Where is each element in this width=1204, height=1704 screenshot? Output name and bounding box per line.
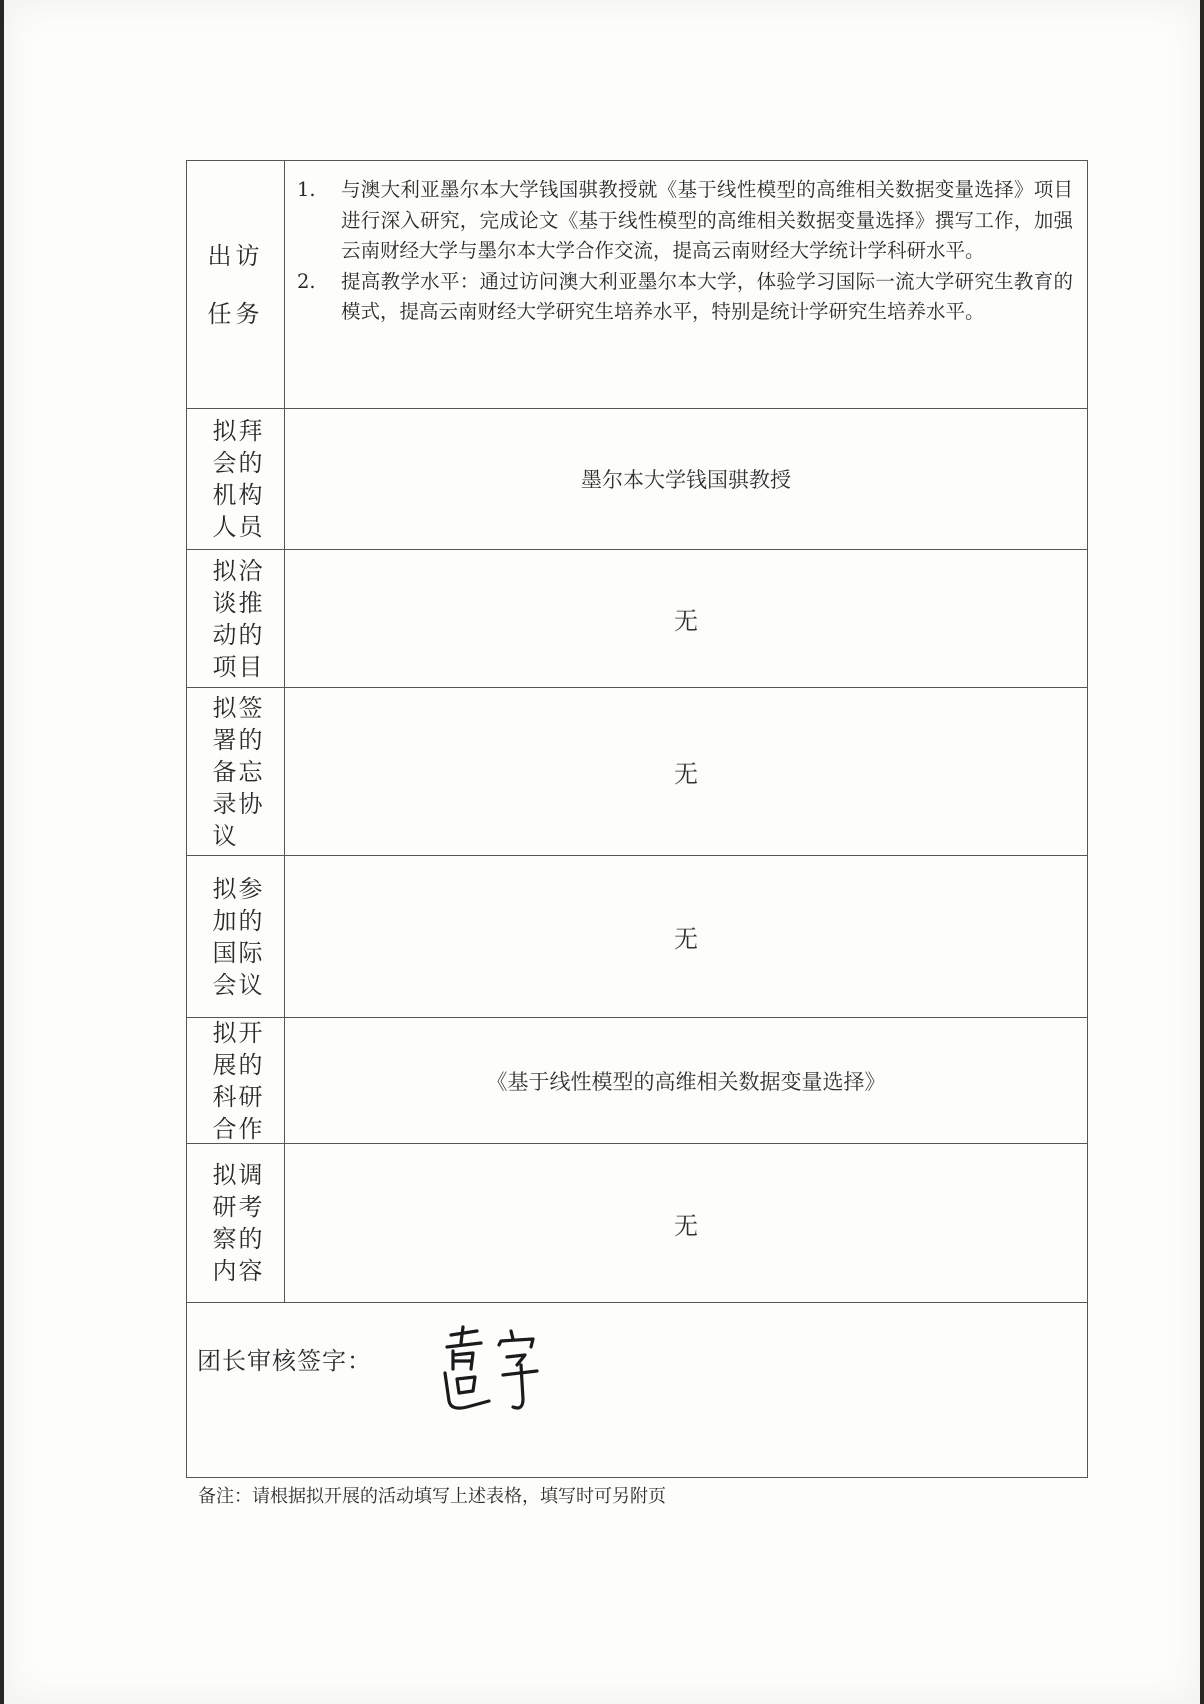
content-cell — [285, 409, 1087, 549]
row-projects-to-negotiate — [187, 550, 1087, 688]
content-cell — [285, 1144, 1087, 1302]
handwritten-signature — [437, 1321, 557, 1421]
footnote: 备注：请根据拟开展的活动填写上述表格，填写时可另附页 — [198, 1486, 666, 1507]
signature-label: 团长审核签字： — [197, 1347, 372, 1375]
content-cell — [285, 1018, 1087, 1143]
row-value: 无 — [674, 925, 698, 953]
visit-plan-table — [186, 160, 1088, 1478]
label-cell — [187, 688, 285, 855]
content-cell — [285, 856, 1087, 1017]
row-leader-signature — [187, 1303, 1087, 1479]
task-text: 提高教学水平：通过访问澳大利亚墨尔本大学，体验学习国际一流大学研究生教育的模式，提高云南财经大学研究生培养水平，特别是统计学研究生培养水平。 — [341, 269, 1073, 323]
row-label: 拟签署的备忘录协议 — [212, 693, 265, 850]
label-cell — [187, 1144, 285, 1302]
task-number: 2. — [297, 269, 316, 293]
row-label: 出访任务 — [207, 241, 264, 328]
row-value: 《基于线性模型的高维相关数据变量选择》 — [486, 1069, 886, 1094]
task-text: 与澳大利亚墨尔本大学钱国骐教授就《基于线性模型的高维相关数据变量选择》项目进行深入研究，完成论文《基于线性模型的高维相关数据变量选择》撰写工作，加强云南财经大学与墨尔本大学合作交流，提高云南财经大学统计学科研水平。 — [341, 178, 1073, 262]
content-cell — [285, 550, 1087, 687]
row-label: 拟拜会的机构人员 — [212, 417, 265, 541]
row-value: 无 — [674, 607, 698, 635]
row-conferences-to-attend — [187, 856, 1087, 1018]
row-memoranda-to-sign — [187, 688, 1087, 856]
row-value: 无 — [674, 1211, 698, 1240]
label-cell — [187, 550, 285, 687]
document-page — [4, 0, 1200, 1704]
row-label: 拟洽谈推动的项目 — [212, 556, 265, 681]
row-value: 无 — [674, 760, 698, 788]
label-cell — [187, 409, 285, 549]
row-label: 拟参加的国际会议 — [212, 874, 265, 999]
row-survey-content — [187, 1144, 1087, 1303]
label-cell — [187, 856, 285, 1017]
content-cell — [285, 688, 1087, 855]
task-item — [297, 267, 1073, 328]
row-label: 拟开展的科研合作 — [212, 1018, 265, 1143]
label-cell — [187, 1018, 285, 1143]
row-research-cooperation — [187, 1018, 1087, 1144]
row-visit-tasks — [187, 161, 1087, 409]
row-value: 墨尔本大学钱国骐教授 — [581, 468, 791, 492]
task-item — [297, 175, 1073, 267]
row-institutions-to-visit — [187, 409, 1087, 550]
label-cell — [187, 161, 285, 408]
row-label: 拟调研考察的内容 — [212, 1161, 265, 1285]
task-number: 1. — [297, 178, 316, 201]
task-list — [297, 175, 1073, 328]
